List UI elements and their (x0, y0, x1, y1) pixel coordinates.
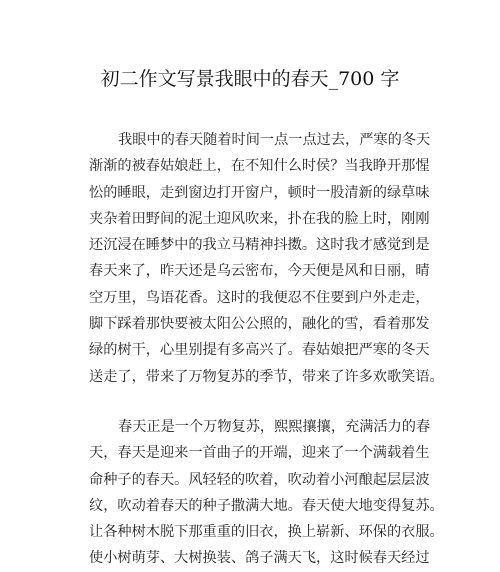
text-line: 春天来了，昨天还是乌云密布，今天便是风和日丽，晴 (89, 263, 430, 280)
text-line: 天，春天是迎来一首曲子的开端，迎来了一个满载着生 (89, 445, 430, 462)
text-line: 送走了，带来了万物复苏的季节，带来了许多欢歌笑语。 (89, 368, 444, 385)
text-line: 命种子的春天。风轻轻的吹着，吹动着小河酿起层层波 (89, 471, 430, 488)
text-line: 还沉浸在睡梦中的我立马精神抖擞。这时我才感觉到是 (89, 237, 430, 254)
paragraph-2 (89, 414, 444, 572)
text-line: 空万里，鸟语花香。这时的我便忍不住要到户外走走， (89, 289, 430, 306)
document-title: 初二作文写景我眼中的春天_700 字 (100, 68, 400, 90)
text-line: 纹，吹动着春天的种子撒满大地。春天使大地变得复苏。 (89, 497, 444, 514)
text-line: 使小树萌芽、大树换装、鸽子满天飞，这时候春天经过 (89, 550, 430, 567)
text-line: 我眼中的春天随着时间一点一点过去，严寒的冬天 (118, 132, 431, 148)
text-line: 渐渐的被春姑娘赶上，在不知什么时侯？当我睁开那惺 (89, 158, 430, 175)
text-line: 脚下踩着那快要被太阳公公照的，融化的雪，看着那发 (89, 316, 430, 333)
text-line: 夹杂着田野间的泥土迎风吹来，扑在我的脸上时，刚刚 (89, 210, 430, 227)
text-line: 让各种树木脱下那重重的旧衣，换上崭新、环保的衣服。 (89, 524, 444, 541)
paragraph-1 (89, 127, 444, 390)
text-line: 绿的树干，心里别提有多高兴了。春姑娘把严寒的冬天 (89, 342, 430, 359)
text-line: 忪的睡眼，走到窗边打开窗户，顿时一股清新的绿草味 (89, 184, 430, 201)
text-line: 春天正是一个万物复苏，熙熙攘攘，充满活力的春 (118, 419, 431, 435)
